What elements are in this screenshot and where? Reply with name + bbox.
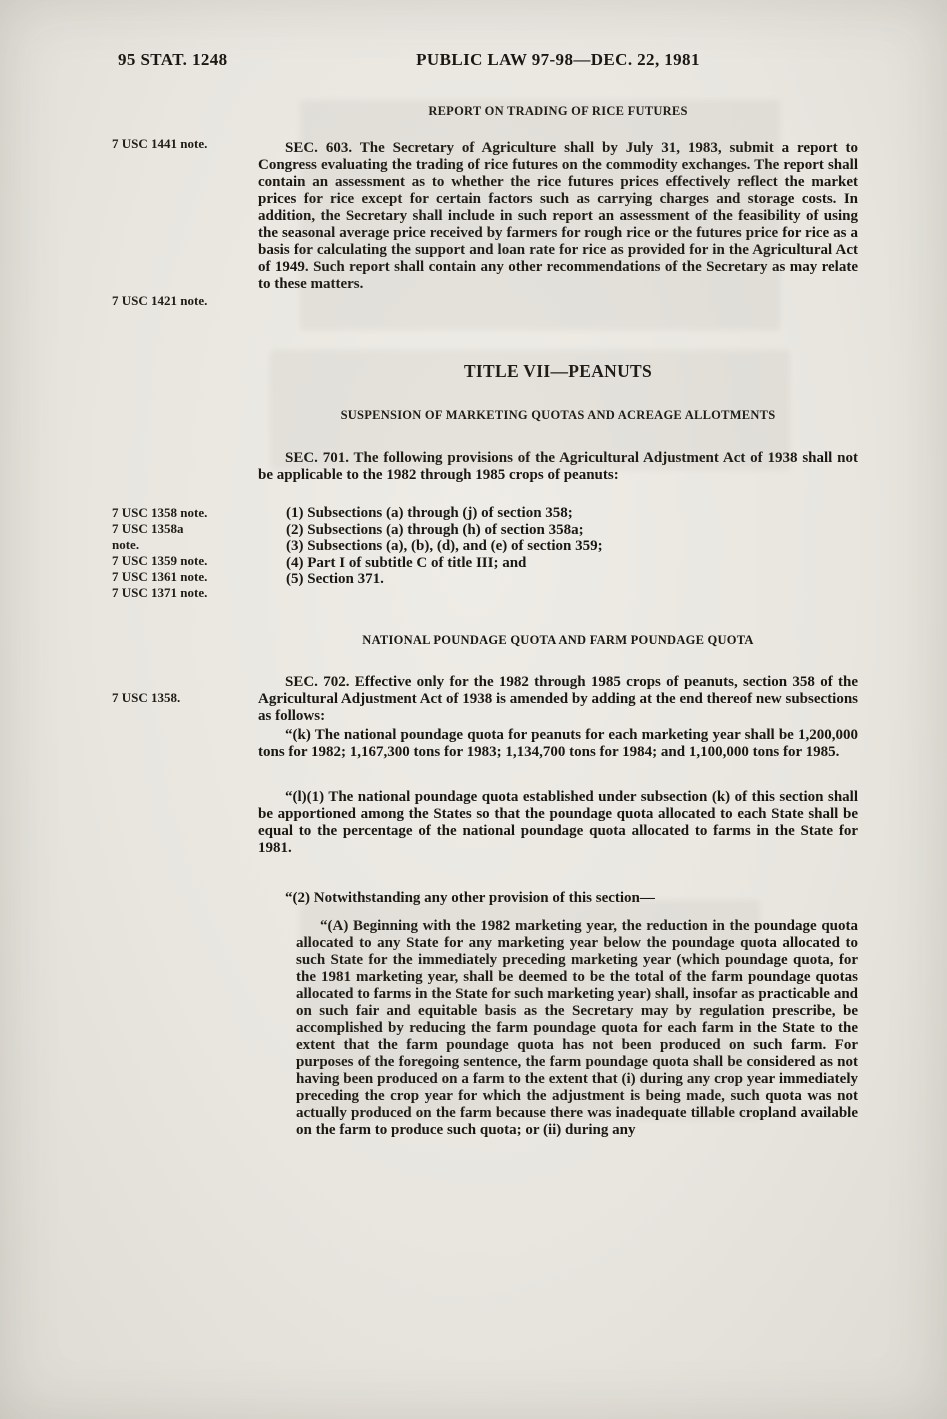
list-item-4: (4) Part I of subtitle C of title III; and xyxy=(286,554,527,571)
list-item-2: (2) Subsections (a) through (h) of section 358a; xyxy=(286,521,584,538)
paragraph-2A: “(A) Beginning with the 1982 marketing year, the reduction in the poundage quota allocated to any State for any marketing year below the poundage quota allocated to such State for the immediately preceding marketing year (which poundage quota, for the 1981 marketing year, shall be deemed to be the total of the farm poundage quotas allocated to farms in the State for such marketing year) shall, insofar as practicable and on such fair and equitable basis as the Secretary may by regulation prescribe, be accomplished by reducing the farm poundage quota for each farm in the State to the extent that the farm poundage quota has not been produced on such farm. For purposes of the foregoing sentence, the farm poundage quota shall be considered as not having been produced on a farm to the extent that (i) during any crop year immediately preceding the crop year for which the adjustment is being made, such quota was not actually produced on the farm because there was inadequate tillable cropland available on the farm to produce such quota; or (ii) during any xyxy=(296,918,858,1138)
margin-note-usc-1359: 7 USC 1359 note. xyxy=(112,553,208,568)
heading-national-poundage-quota: NATIONAL POUNDAGE QUOTA AND FARM POUNDAGE QUOTA xyxy=(362,633,754,647)
list-item-5: (5) Section 371. xyxy=(286,571,384,587)
showthrough-smudge xyxy=(300,900,760,1120)
showthrough-smudge xyxy=(270,350,790,470)
section-701-list xyxy=(258,505,858,588)
list-item-1: (1) Subsections (a) through (j) of section 358; xyxy=(286,505,573,521)
margin-note-usc-1421: 7 USC 1421 note. xyxy=(112,293,208,308)
margin-note-usc-1358-note: 7 USC 1358 note. xyxy=(112,505,208,520)
paragraph-k: “(k) The national poundage quota for peanuts for each marketing year shall be 1,200,000 tons for 1982; 1,167,300 tons for 1983; 1,134,700 tons for 1984; and 1,100,000 tons for 1985. xyxy=(258,727,858,760)
showthrough-smudge xyxy=(300,100,780,330)
list-item-3: (3) Subsections (a), (b), (d), and (e) of section 359; xyxy=(286,538,603,554)
margin-note-usc-1371: 7 USC 1371 note. xyxy=(112,585,208,600)
section-701-intro: SEC. 701. The following provisions of the Agricultural Adjustment Act of 1938 shall not be applicable to the 1982 through 1985 crops of peanuts: xyxy=(258,450,858,483)
margin-note-usc-1441: 7 USC 1441 note. xyxy=(112,136,208,151)
heading-title-vii-peanuts: TITLE VII—PEANUTS xyxy=(463,361,653,381)
public-law-running-head: PUBLIC LAW 97-98—DEC. 22, 1981 xyxy=(416,50,700,69)
margin-note-usc-1358: 7 USC 1358. xyxy=(112,690,181,705)
section-603-text: SEC. 603. The Secretary of Agriculture shall by July 31, 1983, submit a report to Congress evaluating the trading of rice futures on the commodity exchanges. The report shall contain an assessment as to whether the rice futures prices effectively reflect the market prices for rice except for certain factors such as carrying charges and storage costs. In addition, the Secretary shall include in such report an assessment of the feasibility of using the seasonal average price received by farmers for rough rice or the futures price for rice as a basis for calculating the support and loan rate for rice as provided for in the Agricultural Act of 1949. Such report shall contain any other recommendations of the Secretary as may relate to these matters. xyxy=(258,140,858,292)
paragraph-l1: “(l)(1) The national poundage quota established under subsection (k) of this section shall be apportioned among the States so that the poundage quota allocated to each State shall be equal to the percentage of the national poundage quota allocated to farms in the State for 1981. xyxy=(258,789,858,856)
heading-suspension-quotas: SUSPENSION OF MARKETING QUOTAS AND ACREAGE ALLOTMENTS xyxy=(340,408,776,422)
section-702-intro: SEC. 702. Effective only for the 1982 through 1985 crops of peanuts, section 358 of the Agricultural Adjustment Act of 1938 is amended by adding at the end thereof new subsections as follows: xyxy=(258,674,858,724)
paragraph-2: “(2) Notwithstanding any other provision of this section— xyxy=(285,890,655,906)
margin-note-usc-1361: 7 USC 1361 note. xyxy=(112,569,208,584)
margin-note-usc-1358a: 7 USC 1358a note. xyxy=(112,521,184,552)
heading-report-rice-futures: REPORT ON TRADING OF RICE FUTURES xyxy=(428,104,688,118)
statute-page-number: 95 STAT. 1248 xyxy=(118,50,228,69)
